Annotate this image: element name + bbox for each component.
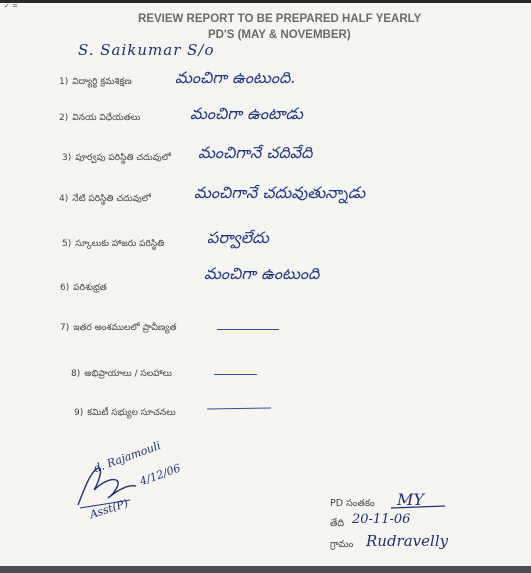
item-label: అభిప్రాయాలు / సలహాలు bbox=[84, 369, 172, 379]
pd-date-label: తేది bbox=[330, 518, 345, 529]
item-row-3 bbox=[62, 153, 171, 165]
item-blank-9 bbox=[207, 407, 271, 409]
item-label: విద్యార్థి క్రమశిక్షణ bbox=[72, 77, 132, 87]
item-blank-8 bbox=[214, 374, 257, 375]
item-number: 9) bbox=[74, 408, 84, 418]
item-number: 7) bbox=[60, 323, 70, 333]
item-number: 6) bbox=[60, 283, 70, 293]
item-row-9 bbox=[74, 408, 176, 420]
item-number: 1) bbox=[59, 77, 69, 87]
signature-date: 4/12/06 bbox=[138, 461, 183, 489]
item-row-5 bbox=[62, 239, 164, 251]
signature-initials: d. Rajamouli bbox=[92, 438, 163, 476]
item-label: పూర్వపు పరిస్థితి చదువులో bbox=[75, 153, 171, 163]
pd-signature-underline bbox=[389, 504, 449, 512]
bottom-border bbox=[0, 566, 531, 573]
pd-signature-label: PD సంతకం bbox=[330, 498, 375, 509]
item-row-1 bbox=[59, 77, 132, 89]
pd-village-value: Rudravelly bbox=[366, 532, 449, 550]
pd-village-label: గ్రామం bbox=[330, 539, 354, 550]
report-title: REVIEW REPORT TO BE PREPARED HALF YEARLY bbox=[138, 13, 422, 25]
item-number: 4) bbox=[59, 194, 69, 204]
item-label: కమిటీ సభ్యుల సూచనలు bbox=[87, 408, 176, 418]
item-label: ఇతర అంశములలో ప్రావీణ్యత bbox=[73, 323, 177, 333]
item-label: పరిశుభ్రత bbox=[73, 283, 107, 293]
item-row-2 bbox=[59, 113, 140, 125]
item-answer-2: మంచిగా ఉంటాడు bbox=[190, 104, 303, 123]
item-row-8 bbox=[71, 369, 172, 381]
item-blank-7 bbox=[217, 329, 279, 330]
top-border bbox=[0, 0, 531, 3]
item-answer-4: మంచిగానే చదువుతున్నాడు bbox=[194, 183, 366, 202]
pd-date-value: 20-11-06 bbox=[352, 512, 411, 527]
item-number: 8) bbox=[71, 369, 81, 379]
item-label: నేటి పరిస్థితి చదువులో bbox=[72, 194, 151, 204]
item-answer-6: మంచిగా ఉంటుంది bbox=[204, 264, 320, 283]
item-row-4 bbox=[59, 194, 151, 206]
item-row-7 bbox=[60, 323, 176, 335]
item-label: స్కూలుకు హాజరు పరిస్థితి bbox=[75, 239, 165, 249]
item-answer-5: పర్వాలేదు bbox=[207, 228, 269, 247]
item-number: 5) bbox=[62, 239, 72, 249]
item-answer-3: మంచిగానే చదివేది bbox=[198, 143, 313, 162]
item-number: 2) bbox=[59, 113, 69, 123]
item-label: వినయ విధేయతలు bbox=[72, 113, 141, 123]
item-number: 3) bbox=[62, 153, 72, 163]
item-answer-1: మంచిగా ఉంటుంది. bbox=[175, 68, 296, 87]
item-row-6 bbox=[60, 283, 107, 295]
student-name-handwritten: S. Saikumar S/o bbox=[78, 41, 215, 59]
corner-mark: ✓ = bbox=[4, 2, 18, 10]
signature-role: Asst(P) bbox=[88, 496, 130, 522]
pd-signature-value: MY bbox=[397, 490, 424, 509]
report-subtitle: PD'S (MAY & NOVEMBER) bbox=[208, 29, 351, 41]
